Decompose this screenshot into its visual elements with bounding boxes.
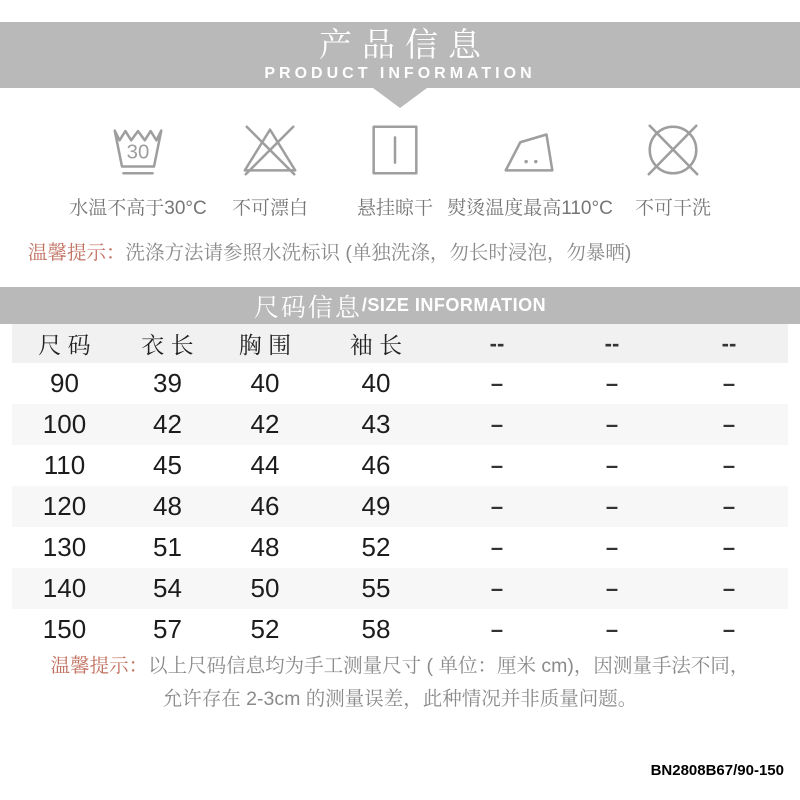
table-cell: 43 bbox=[361, 409, 391, 439]
table-cell: 55 bbox=[361, 573, 391, 603]
measure-tip-label: 温馨提示： bbox=[50, 655, 149, 677]
table-cell: 49 bbox=[361, 491, 391, 521]
table-cell: – bbox=[722, 452, 736, 478]
measure-tip-line2: 允许存在 2-3cm 的测量误差，此种情况并非质量问题。 bbox=[162, 688, 638, 710]
table-cell: 100 bbox=[42, 409, 87, 439]
table-cell: 46 bbox=[250, 491, 280, 521]
size-banner-title-cn: 尺码信息 bbox=[253, 293, 362, 322]
care-item bbox=[435, 118, 625, 220]
no-dry-clean-icon bbox=[598, 118, 748, 184]
care-label: 水温不高于30°C bbox=[69, 198, 207, 219]
measure-tip bbox=[0, 650, 800, 716]
table-cell: – bbox=[722, 411, 736, 437]
table-cell: 40 bbox=[361, 368, 391, 398]
table-cell: 140 bbox=[42, 573, 87, 603]
table-cell: 52 bbox=[250, 614, 280, 644]
table-cell: – bbox=[605, 616, 619, 642]
size-table-header-cell: 衣 长 bbox=[141, 332, 194, 358]
table-row bbox=[12, 363, 788, 404]
table-row bbox=[12, 568, 788, 609]
table-cell: – bbox=[490, 534, 504, 560]
size-table-header-row bbox=[12, 324, 788, 363]
wash-tip-label: 温馨提示： bbox=[28, 242, 126, 264]
table-cell: 51 bbox=[153, 532, 182, 562]
table-cell: 150 bbox=[42, 614, 87, 644]
table-cell: 54 bbox=[153, 573, 182, 603]
care-label: 熨烫温度最高110°C bbox=[447, 198, 613, 219]
table-cell: 48 bbox=[153, 491, 182, 521]
table-cell: 40 bbox=[250, 368, 280, 398]
wash-tip-line bbox=[28, 237, 631, 265]
iron-max-110-icon bbox=[435, 118, 625, 184]
table-cell: – bbox=[605, 370, 619, 396]
table-cell: – bbox=[722, 534, 736, 560]
table-cell: 46 bbox=[361, 450, 391, 480]
table-cell: 110 bbox=[43, 450, 86, 480]
size-table-header-cell: 袖 长 bbox=[349, 332, 403, 358]
table-cell: 45 bbox=[153, 450, 182, 480]
table-cell: 44 bbox=[250, 450, 280, 480]
size-banner-title-en: /SIZE INFORMATION bbox=[361, 295, 547, 315]
size-info-banner bbox=[0, 287, 800, 324]
table-cell: – bbox=[490, 370, 504, 396]
size-table-header-cell: 尺 码 bbox=[38, 332, 91, 358]
table-cell: 120 bbox=[42, 491, 87, 521]
table-cell: – bbox=[605, 452, 619, 478]
table-cell: – bbox=[490, 616, 504, 642]
table-cell: – bbox=[722, 493, 736, 519]
table-cell: 50 bbox=[250, 573, 280, 603]
size-table-header-cell: 胸 围 bbox=[238, 332, 292, 358]
care-icons-row bbox=[0, 118, 800, 218]
table-cell: – bbox=[605, 575, 619, 601]
table-row bbox=[12, 486, 788, 527]
measure-tip-line1 bbox=[0, 650, 800, 683]
product-info-banner bbox=[0, 22, 800, 88]
table-cell: – bbox=[490, 411, 504, 437]
table-cell: 52 bbox=[361, 532, 391, 562]
size-table bbox=[12, 324, 788, 650]
table-cell: – bbox=[605, 411, 619, 437]
measure-tip-text1: 以上尺码信息均为手工测量尺寸 ( 单位：厘米 cm)，因测量手法不同， bbox=[148, 655, 750, 677]
banner-title-cn: 产品信息 bbox=[319, 25, 491, 63]
table-cell: – bbox=[605, 534, 619, 560]
table-cell: – bbox=[722, 575, 736, 601]
model-code: BN2808B67/90-150 bbox=[650, 762, 784, 779]
size-table-header-cell: -- bbox=[721, 330, 737, 356]
table-cell: 130 bbox=[42, 532, 87, 562]
table-cell: – bbox=[605, 493, 619, 519]
table-cell: 42 bbox=[250, 409, 280, 439]
banner-pointer-triangle bbox=[373, 88, 427, 108]
care-item bbox=[598, 118, 748, 220]
wash-tip-text: 洗涤方法请参照水洗标识 (单独洗涤，勿长时浸泡，勿暴晒) bbox=[125, 242, 632, 264]
care-label: 不可干洗 bbox=[634, 198, 711, 219]
table-cell: – bbox=[490, 493, 504, 519]
table-row bbox=[12, 527, 788, 568]
table-cell: 48 bbox=[250, 532, 280, 562]
table-cell: – bbox=[722, 370, 736, 396]
table-cell: 39 bbox=[153, 368, 182, 398]
banner-title-en: PRODUCT INFORMATION bbox=[264, 65, 536, 83]
svg-text:30: 30 bbox=[126, 141, 150, 164]
table-cell: – bbox=[490, 452, 504, 478]
table-cell: 90 bbox=[50, 368, 79, 398]
table-row bbox=[12, 404, 788, 445]
table-cell: – bbox=[722, 616, 736, 642]
table-row bbox=[12, 609, 788, 650]
size-table-header-cell: -- bbox=[604, 330, 620, 356]
care-label: 悬挂晾干 bbox=[356, 198, 433, 219]
table-cell: 57 bbox=[153, 614, 182, 644]
size-table-header-cell: -- bbox=[489, 330, 505, 356]
table-cell: 42 bbox=[153, 409, 182, 439]
table-row bbox=[12, 445, 788, 486]
care-label: 不可漂白 bbox=[231, 198, 308, 219]
table-cell: – bbox=[490, 575, 504, 601]
table-cell: 58 bbox=[361, 614, 391, 644]
